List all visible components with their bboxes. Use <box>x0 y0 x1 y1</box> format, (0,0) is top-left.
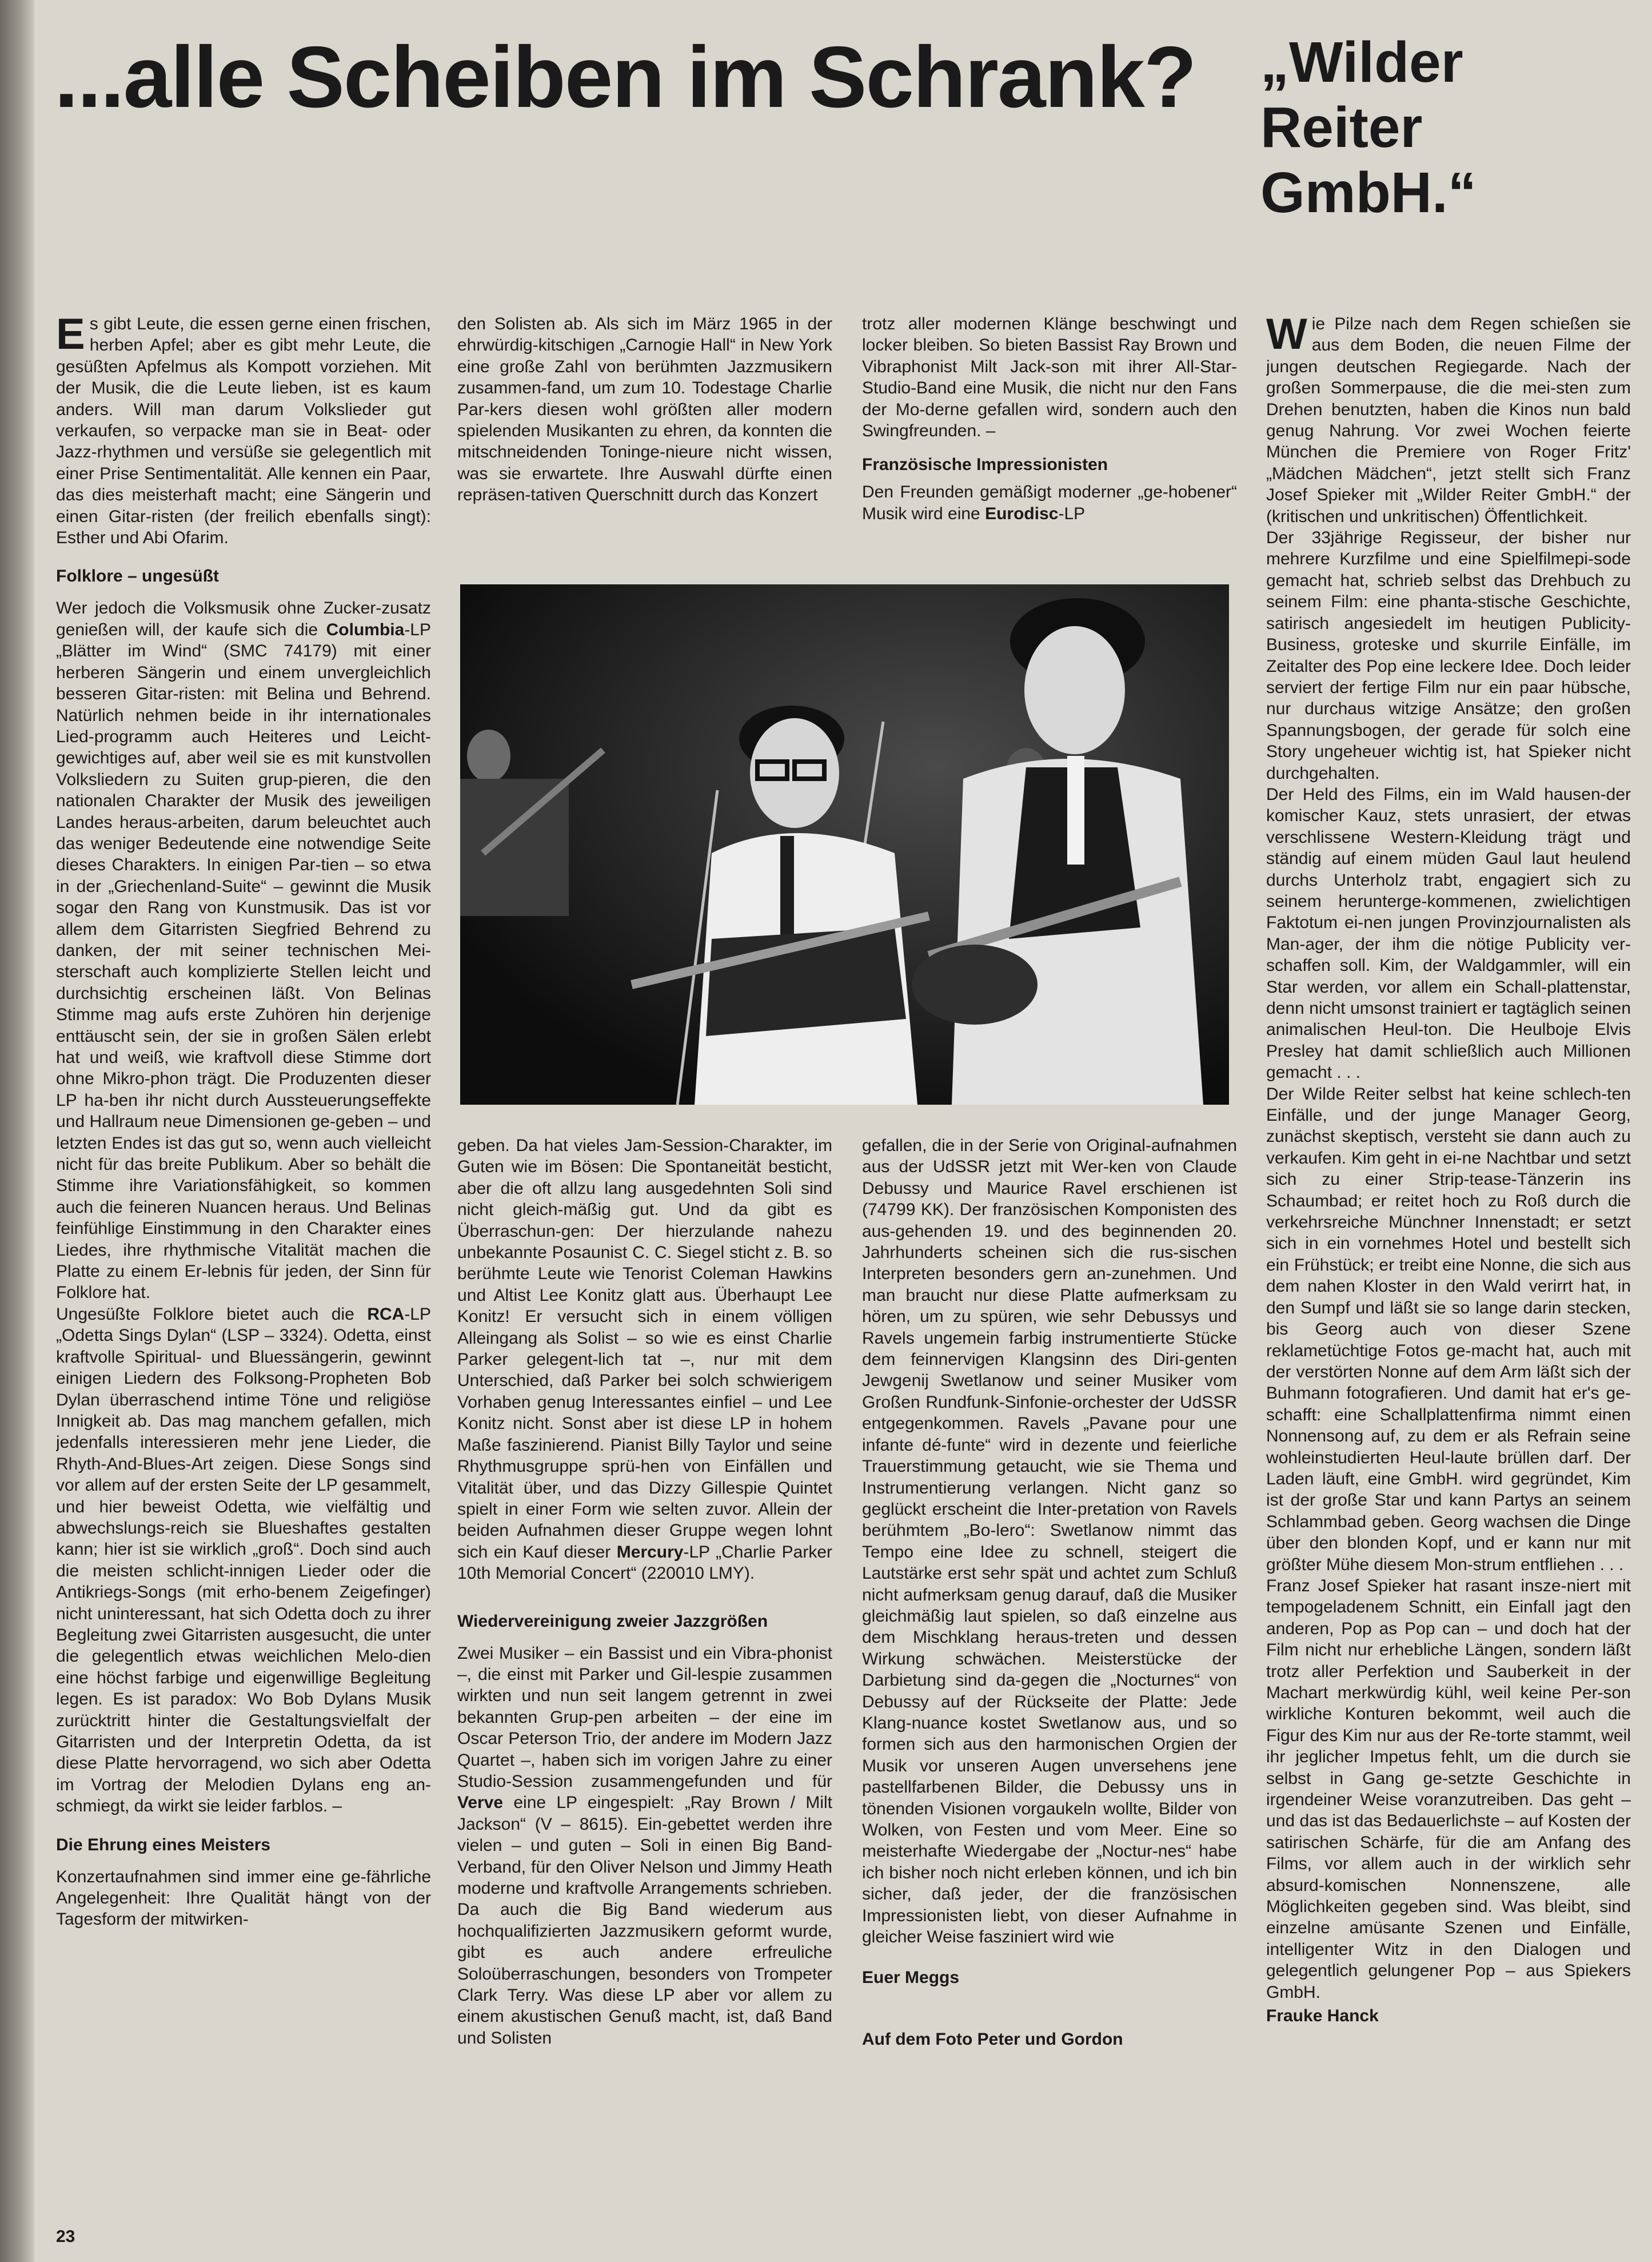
drop-cap: E <box>56 313 85 359</box>
subheading-folklore: Folklore – ungesüßt <box>56 567 220 586</box>
page-gutter-shadow <box>0 0 34 2262</box>
page-headline: ...alle Scheiben im Schrank? <box>54 29 1196 126</box>
review-paragraph-regisseur: Der 33jährige Regisseur, der bisher nur mehrere Kurzfilme und eine Spielfilmepi-sode gemacht hat, schrieb selbst das Drehbuch zu seinem Film: eine phanta-stische Geschichte, satirisch angesiedelt im heutigen Publicity-Business, groteske und skurrile Einfälle, im Zeitalter des Pop eine leckere Idee. Doch leider serviert der fertige Film nur ein paar hübsche, nur durchaus witzige Ansätze; den großen Spannungsbogen, der gerade für solch eine Story ungeheuer wichtig ist, hat Spieker nicht durchgehalten. <box>1266 528 1631 783</box>
band-photo-illustration <box>460 584 1229 1105</box>
text-run: Zwei Musiker – ein Bassist und ein Vibra-phonist –, die einst mit Parker und Gil-lespie zusammen wirkten und nun seit langem getrennt in zwei bekannten Grup-pen arbeiten – der eine im Oscar Peterson Trio, der andere im Modern Jazz Quartet –, haben sich im vorigen Jahre zu einer Studio-Session zusammengefunden und für <box>457 1643 832 1791</box>
paragraph-belina <box>56 598 431 1303</box>
text-run: -LP „Charlie Parker 10th Memorial Concert“ (220010 LMY). <box>457 1542 832 1583</box>
page-number: 23 <box>56 2227 75 2246</box>
paragraph-odetta <box>56 1304 431 1817</box>
label-rca: RCA <box>367 1304 405 1324</box>
text-run: geben. Da hat vieles Jam-Session-Charakter, im Guten wie im Bösen: Die Spontaneität besticht, aber die oft allzu lang ausgedehnten Soli sind nicht gleich-mäßig gut. Und da gibt es Überraschun-gen: Der hierzulande nahezu unbekannte Posaunist C. C. Siegel sticht z. B. so berühmte Leute wie Tenorist Coleman Hawkins und Altist Lee Konitz glatt aus. Überhaupt Lee Konitz! Er versucht sich in einem völligen Alleingang als Solist – so wie es einst Charlie Parker gelegent-lich tat –, nur mit dem Unterschied, daß Parker bei solch schwierigem Vorhaben genug Interessantes einfiel – und Lee Konitz nicht. Sonst aber ist diese LP in hohem Maße faszinierend. Pianist Billy Taylor und seine Rhythmusgruppe sprü-hen von Einfällen und Vitalität über, und das Dizzy Gillespie Quintet spielt in einer Form wie selten zuvor. Allein der beiden Aufnahmen dieser Gruppe wegen lohnt sich ein Kauf dieser <box>457 1136 832 1562</box>
text-run: eine LP eingespielt: „Ray Brown / Milt Jackson“ (V – 8615). Ein-gebettet werden ihre vielen – und guten – Soli in einen Big Band-Verband, für den Oliver Nelson und Jimmy Heath moderne und kraftvolle Arrangements schrieben. Da auch die Big Band wiederum aus hochqualifizierten Jazzmusikern geformt wurde, gibt es auch andere erfreuliche Soloüberraschungen, besonders von Trompeter Clark Terry. Was diese LP aber vor allem zu einem akustischen Genuß macht, ist, daß Band und Solisten <box>457 1793 832 2048</box>
text-run: Den Freunden gemäßigt moderner „ge-hobener“ Musik wird eine <box>862 483 1237 523</box>
article-column-2-top <box>457 313 832 565</box>
review-paragraph-held: Der Held des Films, ein im Wald hausen-der komischer Kauz, stets unrasiert, der etwas verschlissene Western-Kleidung trägt und ständig auf einem müden Gaul laut heulend durchs Unterholz trabt, engagiert sich zu seinem herunterge-kommenen, zwielichtigen Faktotum ei-nen jungen Provinzjournalisten als Man-ager, der ihm die nötige Publicity ver-schaffen soll. Kim, der Waldgammler, will ein Star werden, vor allem ein Schall-plattenstar, denn nicht umsonst trainiert er tagtäglich seinen animalischen Heul-ton. Die Heulboje Elvis Presley hat damit schließlich auch Millionen gemacht . . . <box>1266 784 1631 1082</box>
paragraph-debussy-ravel: gefallen, die in der Serie von Original-aufnahmen aus der UdSSR jetzt mit Wer-ken von Claude Debussy und Maurice Ravel erschienen ist (74799 KK). Der französischen Komponisten des aus-gehenden 19. und des beginnenden 20. Jahrhunderts scheinen sich die rus-sischen Interpreten besonders gern an-zunehmen. Und man braucht nur diese Platte aufmerksam zu hören, um zu spüren, wie sehr Debussys und Ravels ungemein farbig instrumentierte Stücke dem feinnervigen Klangsinn des Diri-genten Jewgenij Swetlanow und seiner Musiker vom Großen Rundfunk-Sinfonie-orchester der UdSSR entgegenkommen. Ravels „Pavane pour une infante dé-funte“ wird in dezente und feierliche Trauerstimmung getaucht, wie sie Thema und Instrumentierung verlangen. Nicht ganz so geglückt erscheint die Inter-pretation von Ravels berühmtem „Bo-lero“: Swetlanow nimmt das Tempo eine Idee zu schnell, steigert die Lautstärke erst sehr spät und achtet zum Schluß nicht aufmerksam genug darauf, daß die Musiker gleichmäßig laut spielen, so daß einzelne aus dem Mischklang heraus-treten und dessen Wirkung schwächen. Meisterstücke der Darbietung sind da-gegen die „Nocturnes“ von Debussy auf der Rückseite der Platte: Jede Klang-nuance kostet Swetlanow aus, und so formen sich aus den harmonischen Orgien der Musik vor unseren Augen unversehens jene pastellfarbenen Bilder, die Debussy uns in tönenden Visionen vorgaukeln wollte, Bilder von Wolken, von Festen und vom Meer. Eine so meisterhafte Wiedergabe der „Noctur-nes“ habe ich bisher noch nicht erleben können, und ich bin sicher, daß jeder, der die französischen Impressionisten liebt, von dieser Aufnahme in gleicher Weise fasziniert wird wie <box>862 1136 1237 1947</box>
article-column-2-bottom <box>457 1135 832 2175</box>
subheading-ehrung: Die Ehrung eines Meisters <box>56 1835 271 1854</box>
text-run: -LP <box>1058 504 1086 523</box>
paragraph-jam-session <box>457 1135 832 1584</box>
film-review-title: „Wilder Reiter GmbH.“ <box>1260 30 1477 225</box>
review-intro <box>1266 313 1631 527</box>
signature-hanck: Frauke Hanck <box>1266 2006 1379 2026</box>
review-paragraph-fazit: Franz Josef Spieker hat rasant insze-niert mit tempogeladenem Schnitt, ein Einfall jagt den anderen, Pop as Pop can – und doch hat der Film nicht nur erhebliche Längen, sondern läßt trotz aller Perfektion und Sauberkeit in der Machart merkwürdig kühl, weil keine Per-son wirkliche Konturen bekommt, weil auch die Figur des Kim nur aus der Re-torte stammt, weil ihr jeglicher Impetus fehlt, um die durch sie selbst in Gang ge-setzte Geschichte in irgendeiner Weise voranzutreiben. Das geht – und das ist das Bedauerlichste – auf Kosten der satirischen Schärfe, für die am Anfang des Films, vor allem auch in der wirklich sehr absurd-komischen Nonnenszene, alle Möglichkeiten gegeben sind. Was bleibt, sind einzelne amüsante Szenen und Einfälle, intelligenter Witz in den Dialogen und gelegentlich gelungener Pop – aus Spiekers GmbH. <box>1266 1576 1631 2002</box>
paragraph-carnegie: den Solisten ab. Als sich im März 1965 in der ehrwürdig-kitschigen „Carnogie Hall“ in New York eine große Zahl von berühmten Jazzmusikern zusammen-fand, um zum 10. Todestage Charlie Par-kers diesen wohl größten aller modern spielenden Musikanten zu ehren, da konnten die mitschneidenden Toninge-nieure nicht wissen, was sie erwartete. Ihre Auswahl dürfte einen repräsen-tativen Querschnitt durch das Konzert <box>457 314 832 505</box>
film-review-column <box>1266 313 1631 2175</box>
label-verve: Verve <box>457 1793 504 1813</box>
intro-paragraph <box>56 313 431 548</box>
text-run: -LP „Odetta Sings Dylan“ (LSP – 3324). Odetta, einst kraftvolle Spiritual- und Bluessängerin, gewinnt einigen Liedern des Folksong-Propheten Bob Dylan überraschend intime Töne und religiöse Innigkeit ab. Das mag manchem gefallen, mich jedenfalls interessieren mehr jene Lieder, die Rhyth-And-Blues-Art zeigen. Diese Songs sind vor allem auf der ersten Seite der LP gesammelt, und hier beweist Odetta, wie vielfältig und abwechslungs-reich sie Blueshaftes gestalten kann; hier ist sie wirklich „groß“. Doch sind auch die meisten schlicht-innigen Lieder oder die Antikriegs-Songs (mit erho-benem Zeigefinger) nicht uninteressant, hat sich Odetta doch zu ihrer Begleitung zwei Gitarristen ausgesucht, die unter die gelegentlich etwas weichlichen Melo-dien eine höchst farbige und eigenwillige Begleitung legen. Es ist paradox: Wo Bob Dylans Musik zurücktritt hinter die Gestaltungsvielfalt der Gitarristen und der Interpretin Odetta, da ist diese Platte hervorragend, wo sich aber Odetta im Vortrag der Melodien Dylans eng an-schmiegt, da wirkt sie leider farblos. – <box>56 1304 431 1816</box>
photo-caption: Auf dem Foto Peter und Gordon <box>862 2029 1123 2049</box>
intro-text: s gibt Leute, die essen gerne einen frischen, herben Apfel; aber es gibt mehr Leute, die gesüßten Apfelmus als Kompott vorziehen. Mit der Musik, die die Leute lieben, ist es kaum anders. Will man darum Volkslieder gut verkaufen, so verpacke man sie in Beat- oder Jazz-rhythmen und versüße sie gelegentlich mit einer Prise Sentimentalität. Alle kennen ein Paar, das dies meisterhaft macht; eine Sängerin und einen Gitar-risten (der freilich ebenfalls singt): Esther und Abi Ofarim. <box>56 314 431 548</box>
paragraph-konzert: Konzertaufnahmen sind immer eine ge-fährliche Angelegenheit: Ihre Qualität hängt von der Tagesform der mitwirken- <box>56 1867 431 1929</box>
text-run: Ungesüßte Folklore bietet auch die <box>56 1304 368 1324</box>
label-eurodisc: Eurodisc <box>985 504 1059 523</box>
paragraph-swing: trotz aller modernen Klänge beschwingt und locker bleiben. So bieten Bassist Ray Brown und Vibraphonist Milt Jack-son mit ihrer All-Star-Studio-Band eine Musik, die nicht nur den Fans der Mo-derne gefallen wird, sondern auch den Swingfreunden. – <box>862 314 1237 441</box>
text-run: -LP „Blätter im Wind“ (SMC 74179) mit einer herberen Sängerin und einem unvergleichlich besseren Gitar-risten: mit Belina und Behrend. Natürlich nehmen beide in ihr internationales Lied-programm auch Heiteres und Leicht-gewichtiges auf, aber weil sie es mit kunstvollen Volksliedern zu Suiten grup-pieren, die den nationalen Charakter der Musik des jeweiligen Landes heraus-arbeiten, darum beleuchtet auch das weniger Bedeutende eine notwendige Seite dieses Charakters. In einigen Par-tien – so etwa in der „Griechenland-Suite“ – gewinnt die Musik sogar den Rang von Kunstmusik. Das ist vor allem dem Gitarristen Siegfried Behrend zu danken, der mit seiner technischen Mei-sterschaft auch komplizierte Stellen leicht und durchsichtig erscheinen läßt. Von Belinas Stimme mag aufs erste Zuhören hin derjenige enttäuscht sein, der sie in großen Sälen erlebt hat und weiß, wie kraftvoll diese Stimme dort ohne Mikro-phon trägt. Die Produzenten dieser LP ha-ben ihr nicht durch Aussteuerungseffekte und Hallraum neue Dimensionen ge-geben – und letzten Endes ist das gut so, wenn auch vielleicht nicht für das breite Publikum. Aber so behält die Stimme ihre Variationsfähigkeit, so kommen auch die feineren Nuancen heraus. Und Belinas feinfühlige Einstimmung in den Charakter eines Liedes, ihre rhythmische Vitalität machen die Platte zu einem Er-lebnis für jeden, der Sinn für Folklore hat. <box>56 620 431 1303</box>
article-column-1 <box>56 313 431 2175</box>
review-paragraph-reiter: Der Wilde Reiter selbst hat keine schlech-ten Einfälle, und der junge Manager Georg, zunächst skeptisch, versteht sie dann auch zu verkaufen. Kim geht in ei-ne Nachtbar und setzt sich zu einer Strip-tease-Tänzerin ins Schaumbad; er reitet hoch zu Roß durch die verkehrsreiche Münchner Innenstadt; er setzt sich in ein vornehmes Hotel und bestellt sich ein Frühstück; er treibt eine Nonne, die sich aus dem nahen Kloster in den Wald verirrt hat, in den Sumpf und läßt sie so lange darin stecken, bis Georg auch von dieser Szene reklametüchtige Fotos ge-macht hat, auch mit der verstörten Nonne auf dem Arm läßt sich der Buhmann fotografieren. Und damit hat er's ge-schafft: eine Schallplattenfirma nimmt einen Nonnensong auf, zu dem er als Refrain seine wohleinstudierten Heul-laute brüllen darf. Der Laden läuft, eine GmbH. wird gegründet, Kim ist der große Star und kann Partys an seinem Schlammbad geben. Georg wachsen die Dinge über den blonden Kopf, und er kann nur mit größter Mühe diesem Mon-strum entfliehen . . . <box>1266 1084 1631 1574</box>
subheading-wiedervereinigung: Wiedervereinigung zweier Jazzgrößen <box>457 1611 768 1631</box>
subheading-impressionisten: Französische Impressionisten <box>862 455 1108 475</box>
paragraph-eurodisc <box>862 481 1237 524</box>
article-column-3-top <box>862 313 1237 565</box>
paragraph-brown-jackson <box>457 1643 832 2049</box>
text-run: Wer jedoch die Volksmusik ohne Zucker-zusatz genießen will, der kaufe sich die <box>56 599 431 639</box>
label-columbia: Columbia <box>326 620 405 639</box>
label-mercury: Mercury <box>616 1542 684 1562</box>
text-run: ie Pilze nach dem Regen schießen sie aus dem Boden, die neuen Filme der jungen deutschen Regiegarde. Nach der großen Sommerpause, die die mei-sten zum Drehen benutzten, haben die Kinos nun bald genug Nahrung. Vor zwei Wochen feierte München die Premiere von Roger Fritz' „Mädchen Mädchen“, jetzt stellt sich Franz Josef Spieker mit „Wilder Reiter GmbH.“ der (kritischen und unkritischen) Öffentlichkeit. <box>1266 314 1631 526</box>
signature-meggs: Euer Meggs <box>862 1968 960 1988</box>
band-photo <box>460 584 1229 1105</box>
article-column-3-bottom <box>862 1135 1237 2175</box>
drop-cap: W <box>1266 313 1307 359</box>
